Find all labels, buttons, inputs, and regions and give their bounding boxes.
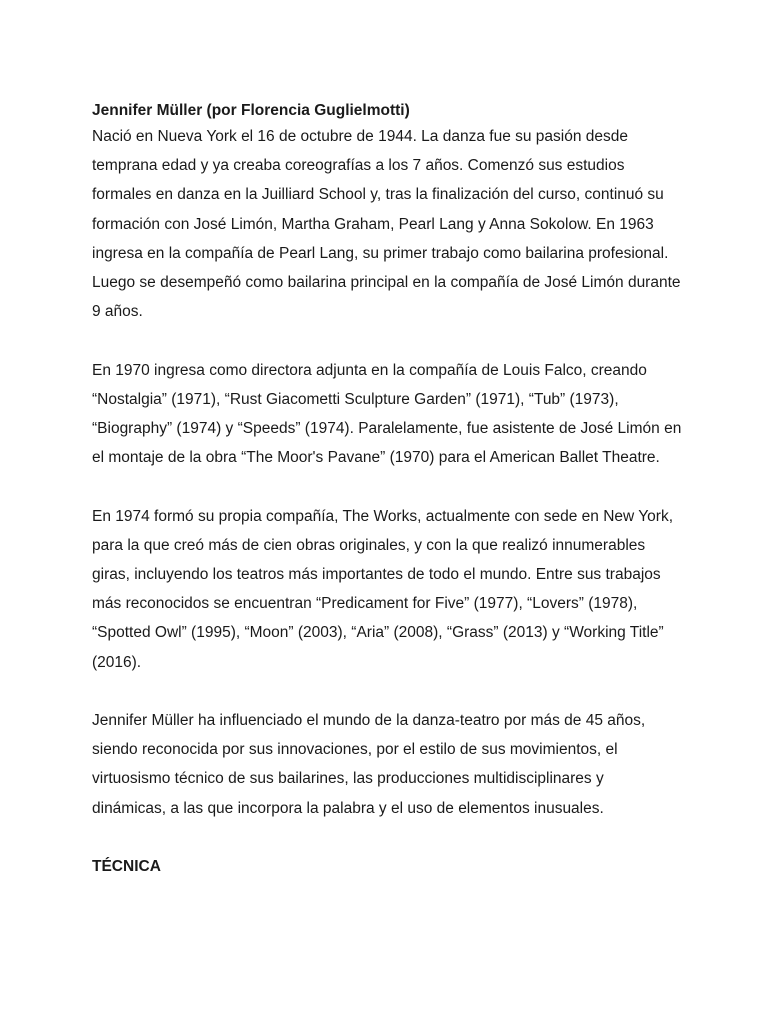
paragraph-the-works: En 1974 formó su propia compañía, The Works, actualmente con sede en New York, para la que creó más de cien obras originales, y con la que realizó innumerables giras, incluyendo los teatros más importantes de todo el mundo. Entre sus trabajos más reconocidos se encuentran “Predicament for Five” (1977), “Lovers” (1978), “Spotted Owl” (1995), “Moon” (2003), “Aria” (2008), “Grass” (2013) y “Working Title” (2016). <box>92 507 674 671</box>
section-heading-tecnica: TÉCNICA <box>92 858 161 876</box>
paragraph-biography: Nació en Nueva York el 16 de octubre de 1944. La danza fue su pasión desde temprana edad y ya creaba coreografías a los 7 años. Comenzó sus estudios formales en danza en la Juilliard School y, tras la finalización del curso, continuó su formación con José Limón, Martha Graham, Pearl Lang y Anna Sokolow. En 1963 ingresa en la compañía de Pearl Lang, su primer trabajo como bailarina profesional. Luego se desempeñó como bailarina principal en la compañía de José Limón durante 9 años. <box>92 128 681 321</box>
document-title: Jennifer Müller (por Florencia Guglielmotti) <box>92 102 410 119</box>
paragraph-spacer <box>92 326 682 355</box>
paragraph-spacer <box>92 677 682 706</box>
paragraph-spacer <box>92 823 682 852</box>
document-body <box>92 101 682 881</box>
paragraph-spacer <box>92 472 682 501</box>
paragraph-louis-falco: En 1970 ingresa como directora adjunta en la compañía de Louis Falco, creando “Nostalgia” (1971), “Rust Giacometti Sculpture Garden” (1971), “Tub” (1973), “Biography” (1974) y “Speeds” (1974). Paralelamente, fue asistente de José Limón en el montaje de la obra “The Moor's Pavane” (1970) para el American Ballet Theatre. <box>92 361 682 467</box>
paragraph-influence: Jennifer Müller ha influenciado el mundo de la danza-teatro por más de 45 años, siendo reconocida por sus innovaciones, por el estilo de sus movimientos, el virtuosismo técnico de sus bailarines, las producciones multidisciplinares y dinámicas, a las que incorpora la palabra y el uso de elementos inusuales. <box>92 712 646 817</box>
